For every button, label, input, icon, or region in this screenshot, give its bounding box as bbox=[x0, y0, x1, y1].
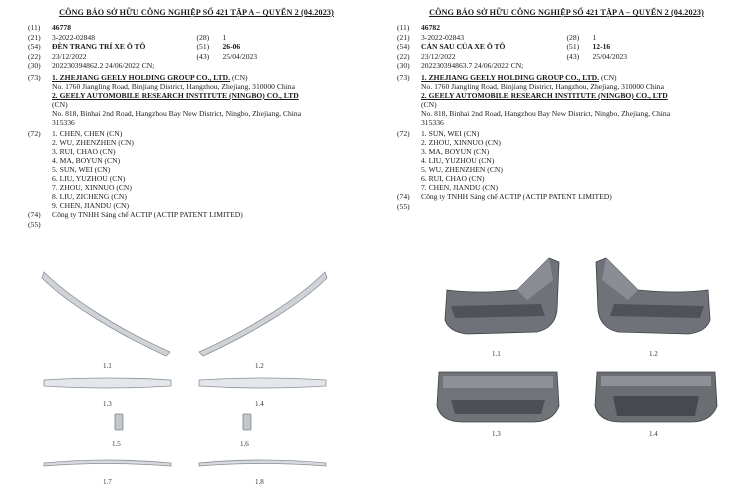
owner-2-address: No. 818, Binhai 2nd Road, Hangzhou Bay New District, Ningbo, Zhejiang, China bbox=[52, 108, 302, 118]
inventor: 5. SUN, WEI (CN) bbox=[52, 164, 111, 174]
field-55: (55) bbox=[28, 219, 41, 229]
inventor: 3. MA, BOYUN (CN) bbox=[421, 146, 490, 156]
page-header: CÔNG BÁO SỞ HỮU CÔNG NGHIỆP SỐ 421 TẬP A – QUYỂN 2 (04.2023) bbox=[59, 8, 334, 17]
figure-caption: 1.3 bbox=[103, 400, 112, 408]
design-count: 1 bbox=[592, 32, 597, 42]
field-11: (11) 46782 bbox=[397, 23, 736, 33]
owner-1-address: No. 1760 Jiangling Road, Binjiang District, Hangzhou, Zhejiang, 310000 China bbox=[421, 81, 664, 91]
field-72-inventors: (72) 1. CHEN, CHEN (CN) 2. WU, ZHENZHEN (CN) 3. RUI, CHAO (CN) 4. MA, BOYUN (CN) 5. SUN, WEI (CN) 6. LIU, YUZHOU (CN) 7. ZHOU, XINNUO (CN) 8. LIU, ZICHENG (CN) 9. CHEN, JIANDU (CN) bbox=[28, 129, 365, 210]
field-73-owners: (73) 1. ZHEJIANG GEELY HOLDING GROUP CO., LTD. (CN) No. 1760 Jiangling Road, Binjiang District, Hangzhou, Zhejiang, 310000 China 2. GEELY AUTOMOBILE RESEARCH INSTITUTE (NINGBO) CO., LTD (CN) No. 818, Binhai 2nd Road, Hangzhou Bay New District, Ningbo, Zhejiang, China 315336 bbox=[28, 73, 365, 127]
field-55: (55) bbox=[397, 201, 410, 211]
figure-1-1-rear-bumper bbox=[437, 250, 562, 342]
figure-caption: 1.2 bbox=[255, 362, 264, 370]
figure-1-8-light-bar bbox=[195, 455, 330, 471]
field-22-43: (22) 23/12/2022 (43) 25/04/2023 bbox=[397, 51, 628, 61]
inventor: 7. CHEN, JIANDU (CN) bbox=[421, 182, 498, 192]
page-header: CÔNG BÁO SỞ HỮU CÔNG NGHIỆP SỐ 421 TẬP A – QUYỂN 2 (04.2023) bbox=[429, 8, 704, 17]
agent: Công ty TNHH Sáng chế ACTIP (ACTIP PATENT LIMITED) bbox=[421, 191, 612, 201]
inventor: 6. LIU, YUZHOU (CN) bbox=[52, 173, 126, 183]
inventor: 8. LIU, ZICHENG (CN) bbox=[52, 191, 127, 201]
locarno-class: 26-06 bbox=[222, 42, 241, 52]
figure-1-6-light-end bbox=[240, 412, 254, 432]
priority: 202230394862.2 24/06/2022 CN; bbox=[52, 61, 155, 71]
figure-1-5-light-end bbox=[112, 412, 126, 432]
owner-2-address: No. 818, Binhai 2nd Road, Hangzhou Bay New District, Ningbo, Zhejiang, China bbox=[421, 108, 671, 118]
locarno-class: 12-16 bbox=[592, 42, 611, 52]
application-number: 3-2022-02843 bbox=[421, 32, 465, 42]
inventor: 4. MA, BOYUN (CN) bbox=[52, 155, 121, 165]
inventor: 2. ZHOU, XINNUO (CN) bbox=[421, 137, 501, 147]
filing-date: 23/12/2022 bbox=[52, 51, 87, 61]
inventor: 1. CHEN, CHEN (CN) bbox=[52, 128, 123, 138]
owner-1-name: 1. ZHEJIANG GEELY HOLDING GROUP CO., LTD. bbox=[421, 72, 600, 82]
inventor: 6. RUI, CHAO (CN) bbox=[421, 173, 485, 183]
figure-caption: 1.7 bbox=[103, 478, 112, 486]
field-21-28: (21) 3-2022-02843 (28) 1 bbox=[397, 32, 597, 42]
field-72-inventors: (72) 1. SUN, WEI (CN) 2. ZHOU, XINNUO (CN) 3. MA, BOYUN (CN) 4. LIU, YUZHOU (CN) 5. WU, ZHENZHEN (CN) 6. RUI, CHAO (CN) 7. CHEN, JIANDU (CN) bbox=[397, 129, 736, 192]
inventor: 2. WU, ZHENZHEN (CN) bbox=[52, 137, 134, 147]
right-page bbox=[375, 0, 750, 500]
field-11: (11) 46778 bbox=[28, 23, 365, 33]
figure-1-4-light-strip bbox=[195, 374, 330, 394]
application-number: 3-2022-02848 bbox=[52, 32, 96, 42]
figure-1-1-light-strip bbox=[40, 268, 175, 358]
inventor: 5. WU, ZHENZHEN (CN) bbox=[421, 164, 503, 174]
field-74: (74) Công ty TNHH Sáng chế ACTIP (ACTIP PATENT LIMITED) bbox=[28, 210, 365, 220]
figure-caption: 1.4 bbox=[649, 430, 658, 438]
filing-date: 23/12/2022 bbox=[421, 51, 456, 61]
registration-number: 46782 bbox=[421, 23, 440, 32]
owner-2-name: 2. GEELY AUTOMOBILE RESEARCH INSTITUTE (NINGBO) CO., LTD bbox=[52, 90, 299, 100]
registration-number: 46778 bbox=[52, 23, 71, 32]
field-30: (30) 202230394863.7 24/06/2022 CN; bbox=[397, 61, 736, 71]
inventor: 3. RUI, CHAO (CN) bbox=[52, 146, 116, 156]
publication-date: 25/04/2023 bbox=[222, 51, 258, 61]
publication-date: 25/04/2023 bbox=[592, 51, 628, 61]
design-title: CẢN SAU CỦA XE Ô TÔ bbox=[421, 42, 506, 52]
figure-1-4-rear-bumper bbox=[591, 366, 721, 426]
figure-caption: 1.5 bbox=[112, 440, 121, 448]
agent: Công ty TNHH Sáng chế ACTIP (ACTIP PATENT LIMITED) bbox=[52, 209, 243, 219]
inventor: 7. ZHOU, XINNUO (CN) bbox=[52, 182, 132, 192]
figure-caption: 1.3 bbox=[492, 430, 501, 438]
owner-1-name: 1. ZHEJIANG GEELY HOLDING GROUP CO., LTD. bbox=[52, 72, 231, 82]
design-title: ĐÈN TRANG TRÍ XE Ô TÔ bbox=[52, 42, 146, 52]
field-73-owners: (73) 1. ZHEJIANG GEELY HOLDING GROUP CO., LTD. (CN) No. 1760 Jiangling Road, Binjiang District, Hangzhou, Zhejiang, 310000 China 2. GEELY AUTOMOBILE RESEARCH INSTITUTE (NINGBO) CO., LTD (CN) No. 818, Binhai 2nd Road, Hangzhou Bay New District, Ningbo, Zhejiang, China 315336 bbox=[397, 73, 736, 127]
figure-caption: 1.1 bbox=[103, 362, 112, 370]
design-count: 1 bbox=[222, 32, 227, 42]
priority: 202230394863.7 24/06/2022 CN; bbox=[421, 61, 524, 71]
field-30: (30) 202230394862.2 24/06/2022 CN; bbox=[28, 61, 365, 71]
figure-1-2-rear-bumper bbox=[593, 250, 718, 342]
field-74: (74) Công ty TNHH Sáng chế ACTIP (ACTIP PATENT LIMITED) bbox=[397, 192, 736, 202]
field-54-51: (54) CẢN SAU CỦA XE Ô TÔ (51) 12-16 bbox=[397, 42, 611, 52]
inventor: 9. CHEN, JIANDU (CN) bbox=[52, 200, 129, 210]
figure-caption: 1.4 bbox=[255, 400, 264, 408]
inventor: 1. SUN, WEI (CN) bbox=[421, 128, 480, 138]
figure-caption: 1.1 bbox=[492, 350, 501, 358]
figure-1-2-light-strip bbox=[195, 268, 330, 358]
figure-1-7-light-bar bbox=[40, 455, 175, 471]
field-54-51: (54) ĐÈN TRANG TRÍ XE Ô TÔ (51) 26-06 bbox=[28, 42, 241, 52]
figure-caption: 1.8 bbox=[255, 478, 264, 486]
figure-caption: 1.6 bbox=[240, 440, 249, 448]
owner-2-name: 2. GEELY AUTOMOBILE RESEARCH INSTITUTE (NINGBO) CO., LTD bbox=[421, 90, 668, 100]
inventor-list bbox=[421, 129, 736, 192]
figure-1-3-rear-bumper bbox=[433, 366, 563, 426]
figure-1-3-light-strip bbox=[40, 374, 175, 394]
field-22-43: (22) 23/12/2022 (43) 25/04/2023 bbox=[28, 51, 258, 61]
field-21-28: (21) 3-2022-02848 (28) 1 bbox=[28, 32, 227, 42]
inventor-list bbox=[52, 129, 365, 210]
figure-caption: 1.2 bbox=[649, 350, 658, 358]
inventor: 4. LIU, YUZHOU (CN) bbox=[421, 155, 495, 165]
owner-1-address: No. 1760 Jiangling Road, Binjiang District, Hangzhou, Zhejiang, 310000 China bbox=[52, 81, 295, 91]
